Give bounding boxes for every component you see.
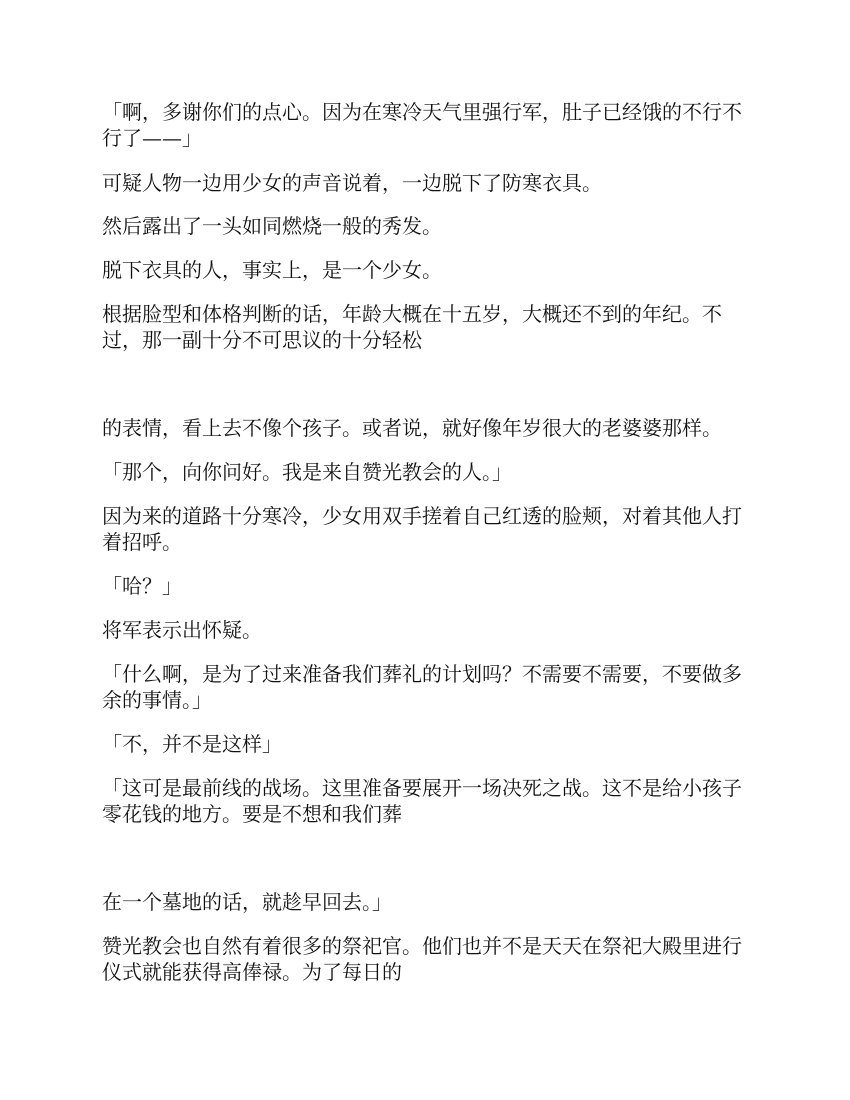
- paragraph-1: 「啊，多谢你们的点心。因为在寒冷天气里强行军，肚子已经饿的不行不行了——」: [102, 100, 742, 150]
- paragraph-10: 将军表示出怀疑。: [102, 618, 262, 642]
- paragraph-14: 在一个墓地的话，就趁早回去。」: [102, 890, 392, 914]
- paragraph-5: 根据脸型和体格判断的话，年龄大概在十五岁，大概还不到的年纪。不过，那一副十分不可思议的十分轻松: [102, 302, 722, 352]
- paragraph-12: 「不，并不是这样」: [102, 732, 282, 756]
- paragraph-15: 赞光教会也自然有着很多的祭祀官。他们也并不是天天在祭祀大殿里进行仪式就能获得高俸禄。为了每日的: [102, 934, 742, 984]
- paragraph-7: 「那个，向你问好。我是来自赞光教会的人。」: [102, 460, 512, 484]
- paragraph-4: 脱下衣具的人，事实上，是一个少女。: [102, 258, 442, 282]
- paragraph-3: 然后露出了一头如同燃烧一般的秀发。: [102, 214, 442, 238]
- paragraph-13: 「这可是最前线的战场。这里准备要展开一场决死之战。这不是给小孩子零花钱的地方。要是不想和我们葬: [102, 776, 742, 826]
- paragraph-9: 「哈？」: [102, 574, 182, 598]
- paragraph-6: 的表情，看上去不像个孩子。或者说，就好像年岁很大的老婆婆那样。: [102, 416, 722, 440]
- paragraph-11: 「什么啊，是为了过来准备我们葬礼的计划吗？不需要不需要，不要做多余的事情。」: [102, 662, 742, 712]
- paragraph-2: 可疑人物一边用少女的声音说着，一边脱下了防寒衣具。: [102, 171, 602, 195]
- paragraph-8: 因为来的道路十分寒冷，少女用双手搓着自己红透的脸颊，对着其他人打着招呼。: [102, 504, 742, 554]
